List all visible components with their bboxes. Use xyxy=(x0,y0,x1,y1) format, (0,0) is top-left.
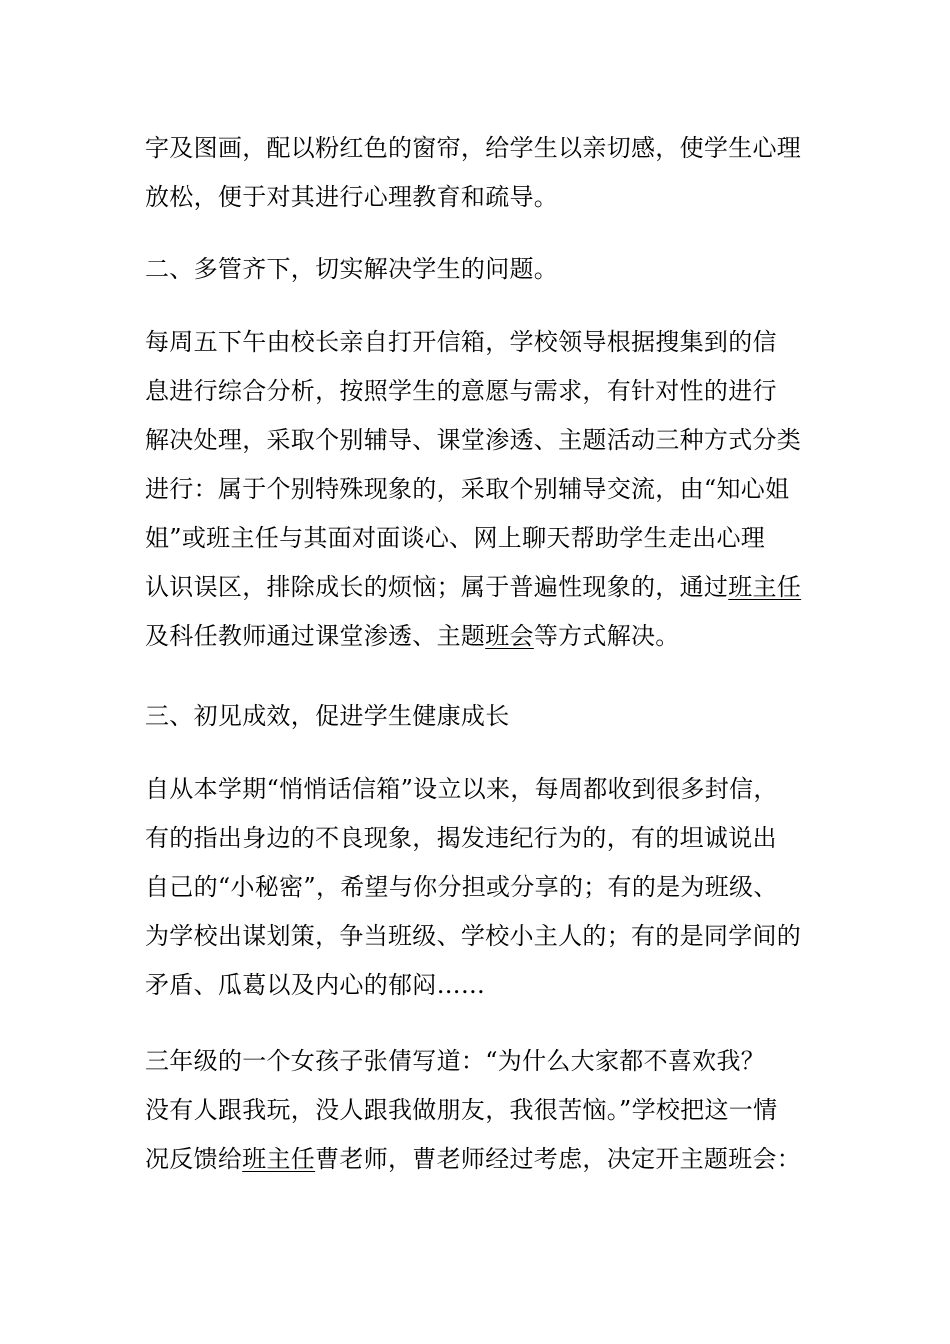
text-line: 自从本学期“悄悄话信箱”设立以来，每周都收到很多封信， xyxy=(145,775,778,803)
text-line: 放松，便于对其进行心理教育和疏导。 xyxy=(145,183,559,211)
paragraph-letters-received xyxy=(145,765,825,1010)
text-line: 三年级的一个女孩子张倩写道：“为什么大家都不喜欢我？ xyxy=(145,1047,766,1075)
text-line: 进行：属于个别特殊现象的，采取个别辅导交流，由“知心姐 xyxy=(145,475,790,503)
text-line: 自己的“小秘密”，希望与你分担或分享的；有的是为班级、 xyxy=(145,873,778,901)
class-teacher-link[interactable]: 班主任 xyxy=(242,1145,316,1173)
text-line: 每周五下午由校长亲自打开信箱，学校领导根据搜集到的信 xyxy=(145,328,777,356)
text-line: 解决处理，采取个别辅导、课堂渗透、主题活动三种方式分类 xyxy=(145,426,802,454)
text-segment: 等方式解决。 xyxy=(533,622,680,650)
paragraph-mailbox-handling xyxy=(145,318,825,661)
class-meeting-link[interactable]: 班会 xyxy=(485,622,534,650)
heading-text: 二、多管齐下，切实解决学生的问题。 xyxy=(145,255,559,283)
paragraph-student-case xyxy=(145,1037,825,1184)
text-line: 姐”或班主任与其面对面谈心、网上聊天帮助学生走出心理 xyxy=(145,524,766,552)
text-line: 为学校出谋划策，争当班级、学校小主人的；有的是同学间的 xyxy=(145,922,802,950)
text-line: 字及图画，配以粉红色的窗帘，给学生以亲切感，使学生心理 xyxy=(145,134,802,162)
text-segment: 及科任教师通过课堂渗透、主题 xyxy=(145,622,486,650)
paragraph-classroom-decor xyxy=(145,124,825,222)
text-line: 有的指出身边的不良现象，揭发违纪行为的，有的坦诚说出 xyxy=(145,824,777,852)
text-segment: 曹老师，曹老师经过考虑，决定开主题班会： xyxy=(315,1145,802,1173)
text-line: 没有人跟我玩，没人跟我做朋友，我很苦恼。”学校把这一情 xyxy=(145,1096,778,1124)
text-line: 矛盾、瓜葛以及内心的郁闷…… xyxy=(145,971,486,999)
class-teacher-link[interactable]: 班主任 xyxy=(728,573,802,601)
text-segment: 况反馈给 xyxy=(145,1145,243,1173)
heading-text: 三、初见成效，促进学生健康成长 xyxy=(145,702,510,730)
text-line xyxy=(145,612,825,661)
text-line xyxy=(145,1135,825,1184)
section-heading-3 xyxy=(145,692,825,741)
text-segment: 认识误区，排除成长的烦恼；属于普遍性现象的，通过 xyxy=(145,573,729,601)
text-line xyxy=(145,563,825,612)
section-heading-2 xyxy=(145,245,825,294)
text-line: 息进行综合分析，按照学生的意愿与需求，有针对性的进行 xyxy=(145,377,777,405)
